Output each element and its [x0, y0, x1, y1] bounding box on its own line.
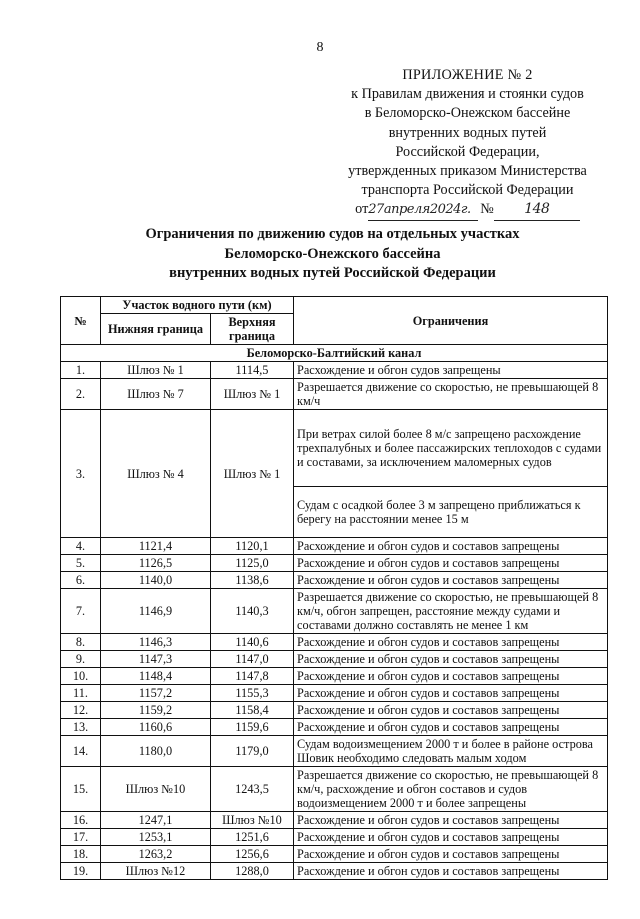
- handwritten-number: 148: [494, 200, 580, 220]
- row-upper: 1159,6: [211, 719, 294, 736]
- row-restriction: Расхождение и обгон судов и составов запрещены: [294, 555, 608, 572]
- restrictions-table: [60, 296, 608, 880]
- table-row: [61, 668, 608, 685]
- row-upper: 1147,8: [211, 668, 294, 685]
- table-row: [61, 767, 608, 812]
- appendix-line: Российской Федерации,: [395, 143, 540, 160]
- row-upper: 1158,4: [211, 702, 294, 719]
- row-upper: Шлюз № 1: [211, 379, 294, 410]
- row-restriction: При ветрах силой более 8 м/с запрещено расхождение трехпалубных и более пассажирских теплоходов с судами и составами, за исключением маломерных судов: [294, 410, 608, 487]
- appendix-title: ПРИЛОЖЕНИЕ № 2: [402, 67, 533, 83]
- row-lower: 1160,6: [101, 719, 211, 736]
- table-header-row: [61, 297, 608, 314]
- row-upper: 1251,6: [211, 829, 294, 846]
- row-restriction: Расхождение и обгон судов и составов запрещены: [294, 572, 608, 589]
- row-restriction: Судам водоизмещением 2000 т и более в районе острова Шовик необходимо следовать малым ходом: [294, 736, 608, 767]
- table-row: [61, 863, 608, 880]
- row-restriction: Расхождение и обгон судов и составов запрещены: [294, 634, 608, 651]
- table-row: [61, 589, 608, 634]
- table-row: [61, 634, 608, 651]
- row-restriction: Расхождение и обгон судов и составов запрещены: [294, 538, 608, 555]
- row-num: 13.: [61, 719, 101, 736]
- table-row: [61, 555, 608, 572]
- row-num: 16.: [61, 812, 101, 829]
- table-row: [61, 829, 608, 846]
- row-lower: Шлюз №12: [101, 863, 211, 880]
- group-title-row: [61, 345, 608, 362]
- row-upper: 1147,0: [211, 651, 294, 668]
- row-lower: 1147,3: [101, 651, 211, 668]
- row-num: 3.: [61, 410, 101, 538]
- row-restriction: Расхождение и обгон судов и составов запрещены: [294, 863, 608, 880]
- appendix-line: транспорта Российской Федерации: [361, 182, 574, 199]
- appendix-line: утвержденных приказом Министерства: [348, 163, 587, 180]
- table-row: [61, 719, 608, 736]
- row-num: 9.: [61, 651, 101, 668]
- row-restriction: Расхождение и обгон судов и составов запрещены: [294, 846, 608, 863]
- row-restriction: Разрешается движение со скоростью, не превышающей 8 км/ч, обгон запрещен, расстояние между судами и составами должно составлять не менее 1 км: [294, 589, 608, 634]
- row-lower: 1253,1: [101, 829, 211, 846]
- from-label: от: [355, 201, 369, 218]
- row-num: 12.: [61, 702, 101, 719]
- row-upper: Шлюз №10: [211, 812, 294, 829]
- row-num: 7.: [61, 589, 101, 634]
- row-restriction: Расхождение и обгон судов и составов запрещены: [294, 702, 608, 719]
- row-num: 10.: [61, 668, 101, 685]
- row-restriction: Расхождение и обгон судов и составов запрещены: [294, 829, 608, 846]
- row-lower: 1247,1: [101, 812, 211, 829]
- row-lower: 1159,2: [101, 702, 211, 719]
- heading-line: Ограничения по движению судов на отдельных участках: [145, 226, 520, 242]
- row-num: 4.: [61, 538, 101, 555]
- row-lower: Шлюз № 4: [101, 410, 211, 538]
- handwritten-date: 27апреля2024г.: [368, 200, 478, 220]
- row-restriction: Расхождение и обгон судов и составов запрещены: [294, 719, 608, 736]
- table-row: [61, 651, 608, 668]
- header-section: Участок водного пути (км): [101, 297, 294, 314]
- row-num: 14.: [61, 736, 101, 767]
- row-num: 19.: [61, 863, 101, 880]
- row-lower: 1263,2: [101, 846, 211, 863]
- row-restriction: Разрешается движение со скоростью, не превышающей 8 км/ч: [294, 379, 608, 410]
- order-date-number-line: [330, 200, 605, 220]
- table-row: [61, 736, 608, 767]
- row-lower: 1157,2: [101, 685, 211, 702]
- row-lower: Шлюз № 7: [101, 379, 211, 410]
- table-row: [61, 702, 608, 719]
- row-num: 8.: [61, 634, 101, 651]
- appendix-block: [330, 66, 605, 221]
- page-number: 8: [316, 40, 324, 55]
- header-num: №: [61, 297, 101, 345]
- header-upper: Верхняя граница: [211, 314, 294, 345]
- row-lower: 1146,3: [101, 634, 211, 651]
- row-num: 11.: [61, 685, 101, 702]
- row-upper: 1120,1: [211, 538, 294, 555]
- row-num: 15.: [61, 767, 101, 812]
- heading-line: внутренних водных путей Российской Федерации: [169, 265, 496, 281]
- row-restriction: Расхождение и обгон судов запрещены: [294, 362, 608, 379]
- row-upper: 1140,3: [211, 589, 294, 634]
- row-lower: 1180,0: [101, 736, 211, 767]
- table-row: [61, 410, 608, 487]
- appendix-line: внутренних водных путей: [388, 124, 547, 141]
- table-row: [61, 572, 608, 589]
- row-num: 5.: [61, 555, 101, 572]
- row-upper: 1114,5: [211, 362, 294, 379]
- heading-line: Беломорско-Онежского бассейна: [224, 245, 441, 262]
- row-restriction-2: Судам с осадкой более 3 м запрещено приближаться к берегу на расстоянии менее 15 м: [294, 487, 608, 538]
- row-num: 2.: [61, 379, 101, 410]
- row-lower: 1126,5: [101, 555, 211, 572]
- row-num: 18.: [61, 846, 101, 863]
- row-upper: 1138,6: [211, 572, 294, 589]
- row-num: 17.: [61, 829, 101, 846]
- row-restriction: Разрешается движение со скоростью, не превышающей 8 км/ч, расхождение и обгон составов и судов водоизмещением 2000 т и более запрещены: [294, 767, 608, 812]
- row-num: 1.: [61, 362, 101, 379]
- row-lower: 1146,9: [101, 589, 211, 634]
- row-upper: 1256,6: [211, 846, 294, 863]
- group-title: Беломорско-Балтийский канал: [61, 345, 608, 362]
- row-restriction: Расхождение и обгон судов и составов запрещены: [294, 651, 608, 668]
- row-upper: 1179,0: [211, 736, 294, 767]
- number-label: №: [480, 201, 494, 218]
- table-row: [61, 362, 608, 379]
- row-lower: 1121,4: [101, 538, 211, 555]
- row-lower: Шлюз №10: [101, 767, 211, 812]
- document-heading: [60, 225, 605, 284]
- row-upper: 1243,5: [211, 767, 294, 812]
- row-upper: 1125,0: [211, 555, 294, 572]
- row-lower: 1140,0: [101, 572, 211, 589]
- row-upper: 1155,3: [211, 685, 294, 702]
- row-lower: Шлюз № 1: [101, 362, 211, 379]
- table-row: [61, 538, 608, 555]
- appendix-line: к Правилам движения и стоянки судов: [351, 86, 584, 103]
- table-row: [61, 379, 608, 410]
- header-lower: Нижняя граница: [101, 314, 211, 345]
- row-restriction: Расхождение и обгон судов и составов запрещены: [294, 668, 608, 685]
- row-restriction: Расхождение и обгон судов и составов запрещены: [294, 685, 608, 702]
- table-row: [61, 846, 608, 863]
- table-row: [61, 685, 608, 702]
- row-num: 6.: [61, 572, 101, 589]
- row-upper: 1288,0: [211, 863, 294, 880]
- appendix-line: в Беломорско-Онежском бассейне: [364, 105, 571, 122]
- row-restriction: Расхождение и обгон судов и составов запрещены: [294, 812, 608, 829]
- row-upper: 1140,6: [211, 634, 294, 651]
- row-upper: Шлюз № 1: [211, 410, 294, 538]
- header-restrictions: Ограничения: [294, 297, 608, 345]
- row-lower: 1148,4: [101, 668, 211, 685]
- table-row: [61, 812, 608, 829]
